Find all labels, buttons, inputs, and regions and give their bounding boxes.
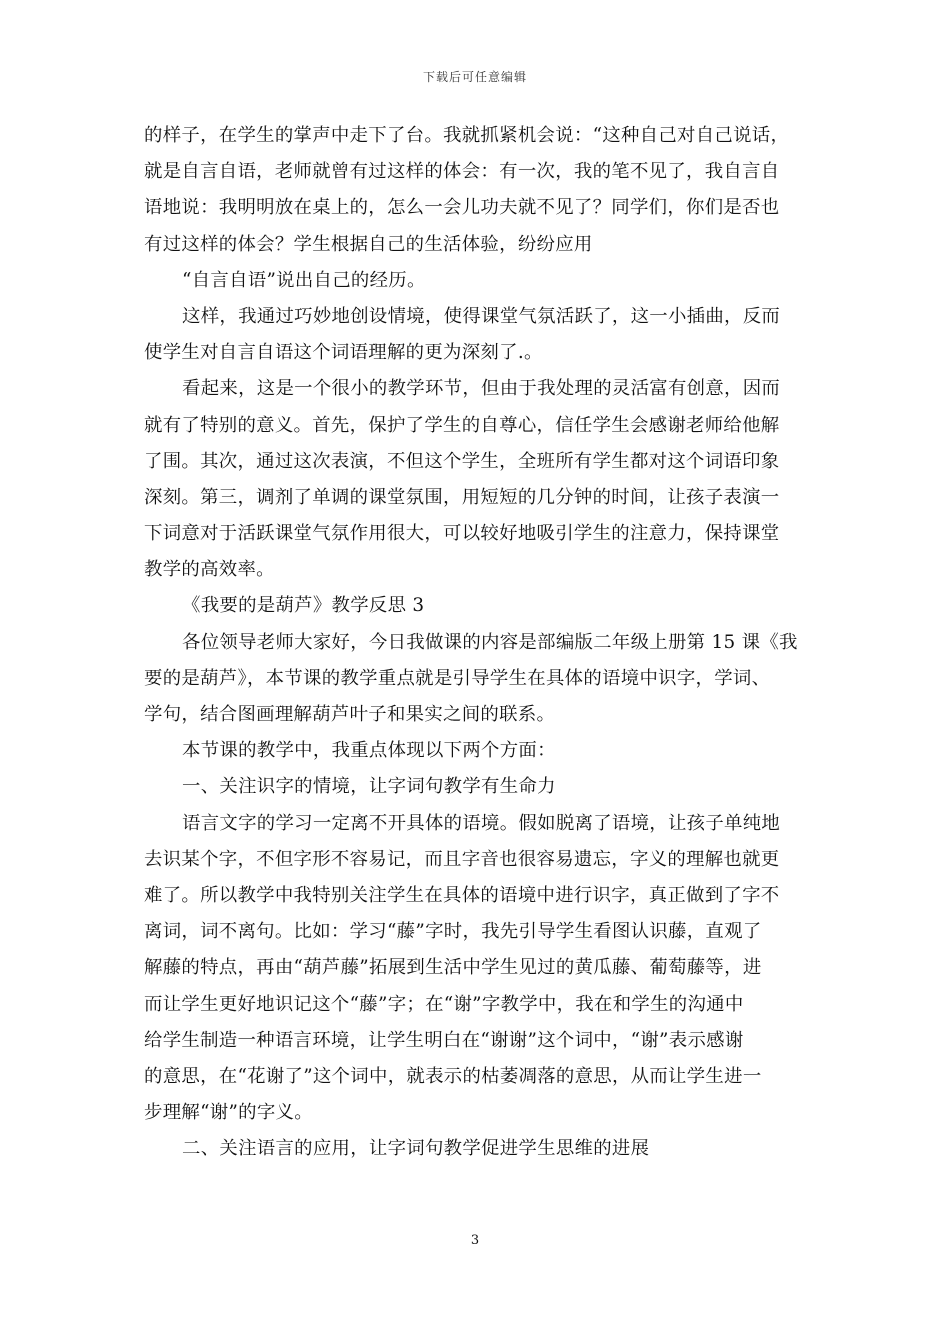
subsection-heading: 二、关注语言的应用，让字词句教学促进学生思维的进展 bbox=[182, 1138, 650, 1160]
text-line: 的意思，在“花谢了”这个词中，就表示的枯萎凋落的意思，从而让学生进一 bbox=[144, 1065, 762, 1087]
document-body bbox=[144, 118, 808, 1167]
text-line: 离词，词不离句。比如：学习“藤”字时，我先引导学生看图认识藤，直观了 bbox=[144, 921, 762, 943]
text-line: 步理解“谢”的字义。 bbox=[144, 1102, 313, 1124]
text-line: 难了。所以教学中我特别关注学生在具体的语境中进行识字，真正做到了字不 bbox=[144, 884, 780, 906]
text-line: 本节课的教学中，我重点体现以下两个方面： bbox=[182, 740, 556, 762]
text-line: 语言文字的学习一定离不开具体的语境。假如脱离了语境，让孩子单纯地 bbox=[182, 812, 781, 834]
text-line: 给学生制造一种语言环境，让学生明白在“谢谢”这个词中，“谢”表示感谢 bbox=[144, 1029, 744, 1051]
page-header: 下载后可任意编辑 bbox=[422, 70, 527, 84]
text-line: 这样，我通过巧妙地创设情境，使得课堂气氛活跃了，这一小插曲，反而 bbox=[182, 305, 781, 327]
text-line: 的样子，在学生的掌声中走下了台。我就抓紧机会说：“这种自己对自己说话， bbox=[144, 125, 790, 146]
text-line: 就有了特别的意义。首先，保护了学生的自尊心，信任学生会感谢老师给他解 bbox=[144, 414, 780, 436]
text-line: 下词意对于活跃课堂气氛作用很大，可以较好地吸引学生的注意力，保持课堂 bbox=[144, 523, 780, 545]
text-line: “自言自语”说出自己的经历。 bbox=[182, 269, 426, 291]
text-line: 语地说：我明明放在桌上的，怎么一会儿功夫就不见了？同学们，你们是否也 bbox=[144, 197, 780, 219]
text-line: 学句，结合图画理解葫芦叶子和果实之间的联系。 bbox=[144, 704, 556, 725]
text-line: 各位领导老师大家好，今日我做课的内容是部编版二年级上册第 15 课《我 bbox=[182, 631, 798, 653]
text-line: 有过这样的体会？学生根据自己的生活体验，纷纷应用 bbox=[144, 233, 593, 255]
text-line: 使学生对自言自语这个词语理解的更为深刻了.。 bbox=[144, 342, 543, 364]
section-heading: 《我要的是葫芦》教学反思 3 bbox=[182, 595, 425, 617]
text-line: 解藤的特点，再由“葫芦藤”拓展到生活中学生见过的黄瓜藤、葡萄藤等，进 bbox=[144, 957, 762, 979]
text-line: 而让学生更好地识记这个“藤”字；在“谢”字教学中，我在和学生的沟通中 bbox=[144, 993, 744, 1015]
page-number: 3 bbox=[470, 1233, 480, 1248]
text-line: 了围。其次，通过这次表演，不但这个学生，全班所有学生都对这个词语印象 bbox=[144, 450, 780, 472]
text-line: 要的是葫芦》，本节课的教学重点就是引导学生在具体的语境中识字，学词、 bbox=[144, 667, 771, 689]
text-line: 看起来，这是一个很小的教学环节，但由于我处理的灵活富有创意，因而 bbox=[182, 378, 781, 400]
text-line: 去识某个字，不但字形不容易记，而且字音也很容易遗忘，字义的理解也就更 bbox=[144, 848, 780, 870]
text-line: 深刻。第三，调剂了单调的课堂氛围，用短短的几分钟的时间，让孩子表演一 bbox=[144, 486, 780, 508]
text-line: 教学的高效率。 bbox=[144, 559, 275, 581]
subsection-heading: 一、关注识字的情境，让字词句教学有生命力 bbox=[182, 776, 556, 798]
text-line: 就是自言自语，老师就曾有过这样的体会：有一次，我的笔不见了，我自言自 bbox=[144, 161, 780, 183]
